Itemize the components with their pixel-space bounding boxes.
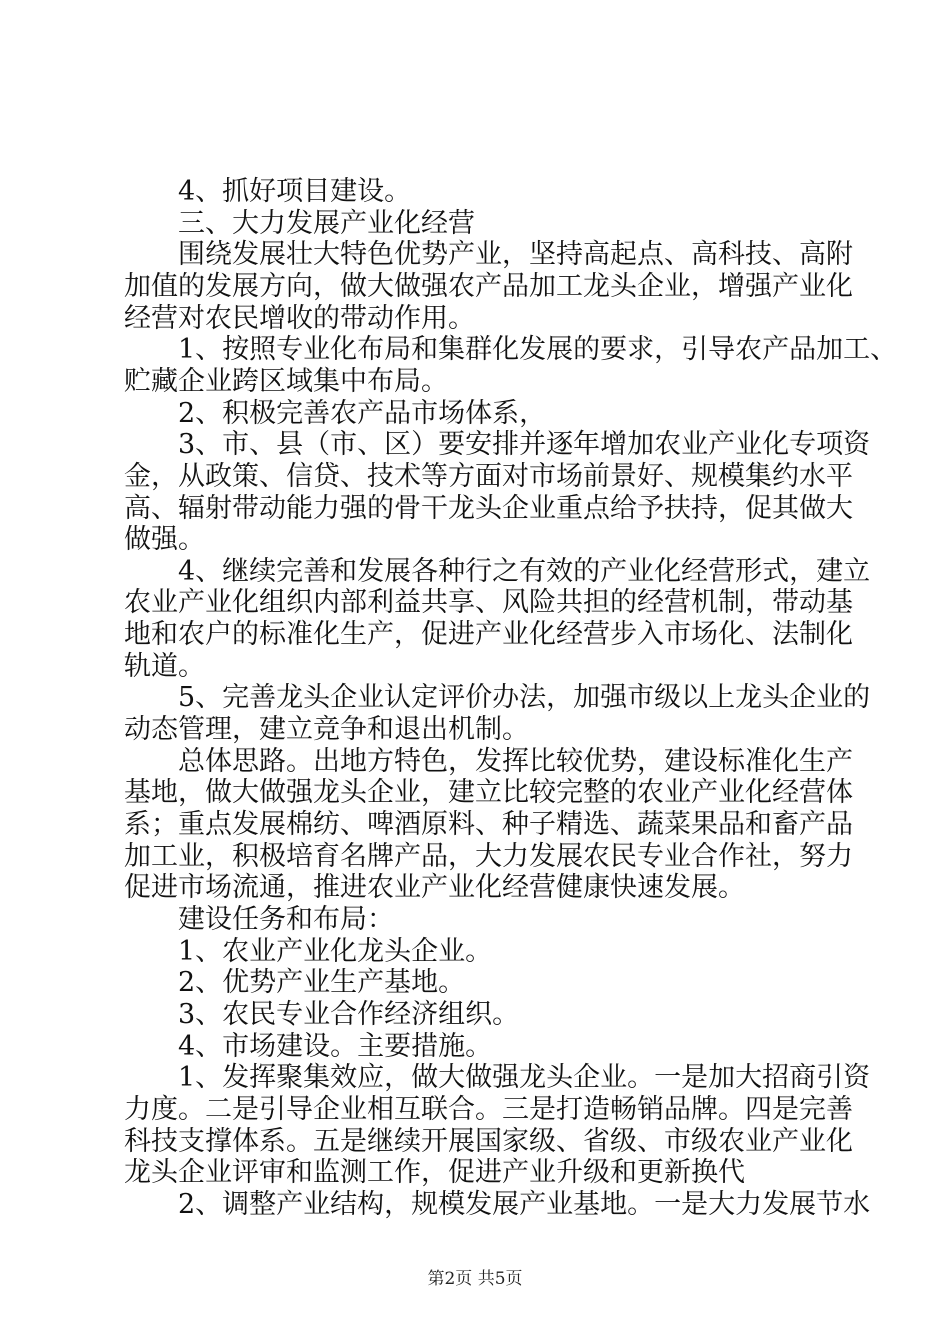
text-line: 金，从政策、信贷、技术等方面对市场前景好、规模集约水平 <box>124 460 853 492</box>
text-line: 轨道。 <box>124 650 205 682</box>
text-line: 促进市场流通，推进农业产业化经营健康快速发展。 <box>124 872 745 904</box>
text-line: 2、优势产业生产基地。 <box>178 967 466 999</box>
text-line: 动态管理，建立竞争和退出机制。 <box>124 714 529 746</box>
text-line: 农业产业化组织内部利益共享、风险共担的经营机制，带动基 <box>124 587 853 619</box>
text-line: 1、农业产业化龙头企业。 <box>178 935 493 967</box>
text-line: 加工业，积极培育名牌产品，大力发展农民专业合作社，努力 <box>124 840 853 872</box>
text-line: 做强。 <box>124 524 205 556</box>
text-line: 5、完善龙头企业认定评价办法，加强市级以上龙头企业的 <box>178 682 871 714</box>
page-footer: 第2页 共5页 <box>427 1269 523 1289</box>
text-line: 3、农民专业合作经济组织。 <box>178 998 520 1030</box>
text-line: 4、继续完善和发展各种行之有效的产业化经营形式，建立 <box>178 555 871 587</box>
text-line: 力度。二是引导企业相互联合。三是打造畅销品牌。四是完善 <box>124 1093 853 1125</box>
text-line: 系；重点发展棉纺、啤酒原料、种子精选、蔬菜果品和畜产品 <box>124 809 853 840</box>
text-line: 贮藏企业跨区域集中布局。 <box>124 365 448 397</box>
text-line: 经营对农民增收的带动作用。 <box>124 302 475 334</box>
text-line: 2、调整产业结构，规模发展产业基地。一是大力发展节水 <box>178 1188 871 1220</box>
text-line: 围绕发展壮大特色优势产业，坚持高起点、高科技、高附 <box>178 239 853 271</box>
text-line: 三、大力发展产业化经营 <box>178 207 475 239</box>
text-line: 基地，做大做强龙头企业，建立比较完整的农业产业化经营体 <box>124 777 853 809</box>
text-line: 科技支撑体系。五是继续开展国家级、省级、市级农业产业化 <box>124 1125 853 1157</box>
text-line: 建设任务和布局： <box>178 903 394 935</box>
text-line: 地和农户的标准化生产，促进产业化经营步入市场化、法制化 <box>124 619 853 651</box>
text-line: 2、积极完善农产品市场体系， <box>178 397 547 429</box>
text-line: 总体思路。出地方特色，发挥比较优势，建设标准化生产 <box>178 745 853 777</box>
text-line: 加值的发展方向，做大做强农产品加工龙头企业，增强产业化 <box>124 270 853 302</box>
text-line: 4、抓好项目建设。 <box>178 176 412 207</box>
text-line: 1、按照专业化布局和集群化发展的要求，引导农产品加工、 <box>178 334 898 366</box>
text-line: 1、发挥聚集效应，做大做强龙头企业。一是加大招商引资 <box>178 1062 871 1094</box>
text-line: 龙头企业评审和监测工作，促进产业升级和更新换代 <box>124 1157 745 1189</box>
text-line: 高、辐射带动能力强的骨干龙头企业重点给予扶持，促其做大 <box>124 492 853 524</box>
text-line: 3、市、县（市、区）要安排并逐年增加农业产业化专项资 <box>178 429 871 461</box>
text-line: 4、市场建设。主要措施。 <box>178 1030 493 1062</box>
